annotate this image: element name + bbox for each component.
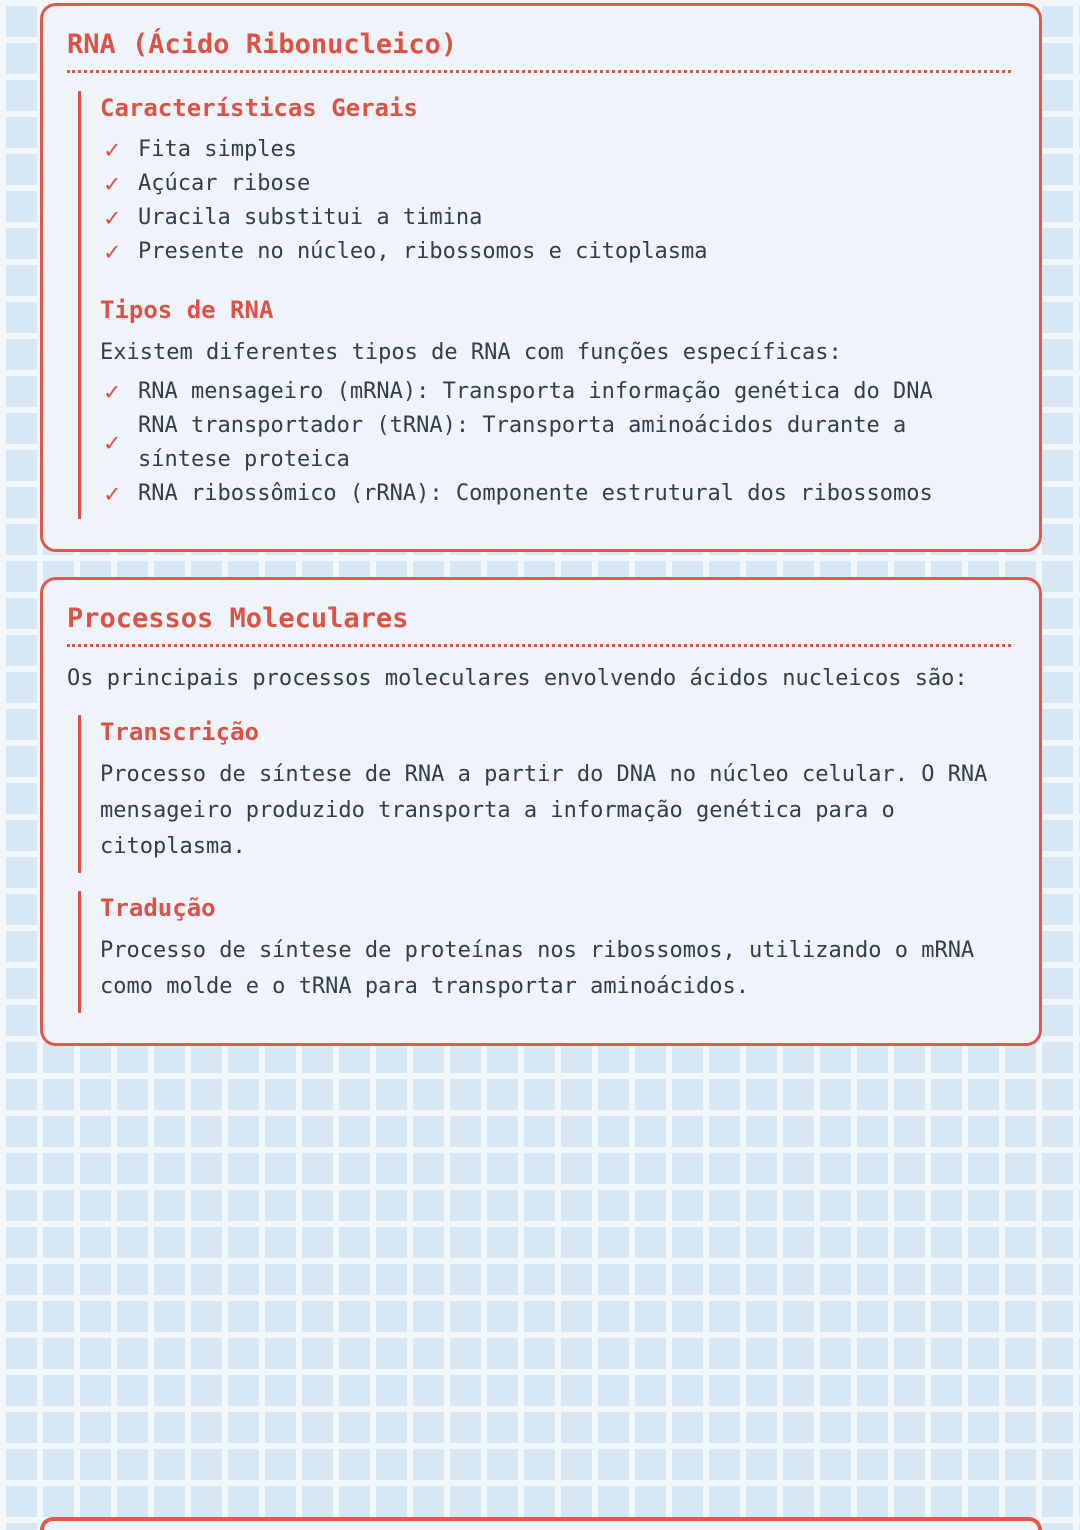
check-icon: ✓ [104,203,120,232]
checklist-item [100,133,1011,167]
dotted-divider [67,70,1011,73]
section-heading-traducao: Tradução [100,894,216,922]
check-icon: ✓ [104,135,120,164]
checklist-item [100,375,1011,409]
checklist-item [100,201,1011,235]
tipos-de-rna-intro: Existem diferentes tipos de RNA com funções específicas: [100,340,842,365]
checklist-tipos-de-rna [100,375,1011,511]
checklist-item [100,477,1011,511]
next-card-top-edge [40,1517,1042,1530]
checklist-caracteristicas [100,133,1011,269]
checklist-item-text: Uracila substitui a timina [138,205,483,230]
rna-content-block [78,91,1011,519]
checklist-item-text: Fita simples [138,137,297,162]
check-icon: ✓ [104,377,120,406]
dotted-divider [67,644,1011,647]
traducao-paragraph: Processo de síntese de proteínas nos ribossomos, utilizando o mRNA como molde e o tRNA para transportar aminoácidos. [100,938,975,999]
checklist-item-text: RNA ribossômico (rRNA): Componente estrutural dos ribossomos [138,481,933,506]
transcricao-paragraph: Processo de síntese de RNA a partir do DNA no núcleo celular. O RNA mensageiro produzido transporta a informação genética para o citoplasma. [100,762,988,859]
transcricao-block [78,715,1011,873]
card-rna [40,3,1042,552]
check-icon: ✓ [104,479,120,508]
card-title-processos: Processos Moleculares [67,603,409,634]
card-processos-moleculares [40,577,1042,1046]
checklist-item-text: Açúcar ribose [138,171,311,196]
checklist-item-text: Presente no núcleo, ribossomos e citoplasma [138,239,708,264]
checklist-item-text: RNA mensageiro (mRNA): Transporta informação genética do DNA [138,379,933,404]
section-heading-tipos-de-rna: Tipos de RNA [100,296,274,324]
checklist-item [100,167,1011,201]
processos-intro: Os principais processos moleculares envolvendo ácidos nucleicos são: [67,666,968,691]
section-heading-transcricao: Transcrição [100,718,259,746]
checklist-item [100,409,1011,477]
checklist-item [100,235,1011,269]
section-heading-caracteristicas: Características Gerais [100,94,418,122]
check-icon: ✓ [104,169,120,198]
card-title-rna: RNA (Ácido Ribonucleico) [67,29,458,60]
check-icon: ✓ [104,237,120,266]
checklist-item-text: RNA transportador (tRNA): Transporta aminoácidos durante a síntese proteica [138,413,907,472]
traducao-block [78,891,1011,1013]
check-icon: ✓ [104,428,120,457]
